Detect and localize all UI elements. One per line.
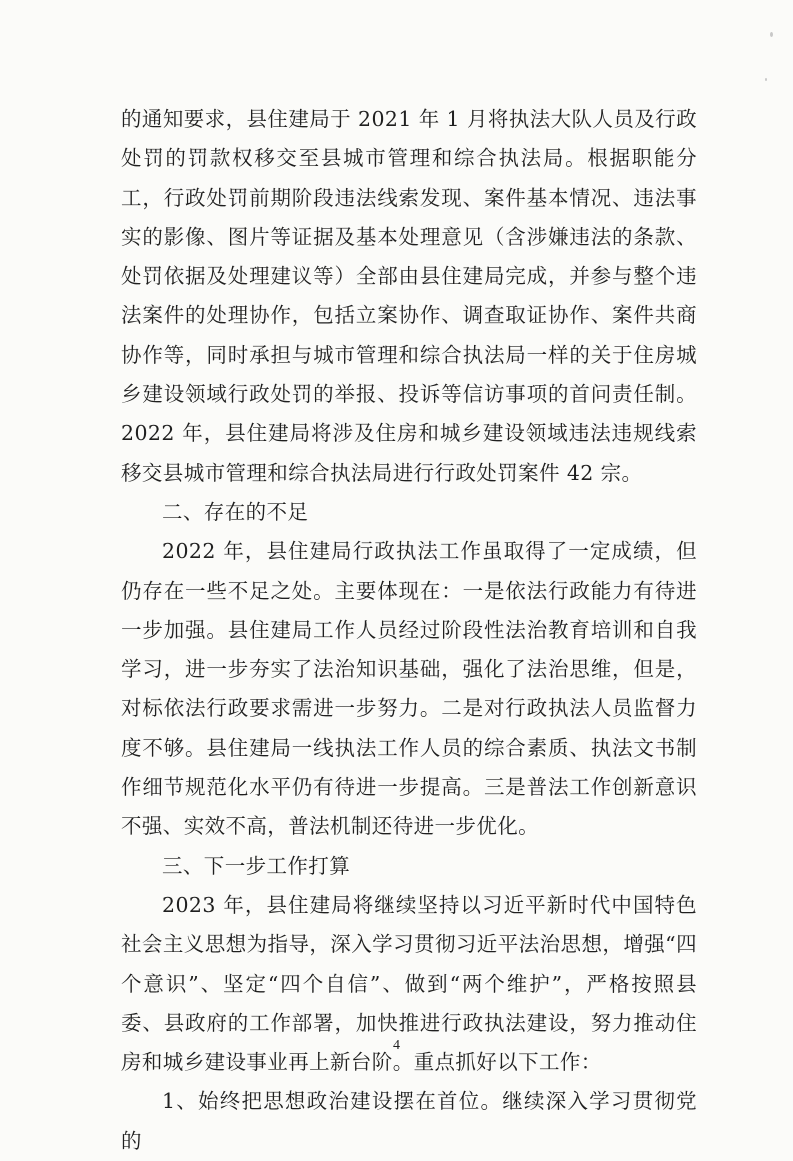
paragraph-3: 2023 年，县住建局将继续坚持以习近平新时代中国特色社会主义思想为指导，深入学习贯彻习近平法治思想，增强“四个意识”、坚定“四个自信”、做到“两个维护”，严格按照县委、县政府的工作部署，加快推进行政执法建设，努力推动住房和城乡建设事业再上新台阶。重点抓好以下工作： bbox=[121, 892, 697, 1075]
scan-speck bbox=[765, 78, 767, 81]
paragraph-1: 的通知要求，县住建局于 2021 年 1 月将执法大队人员及行政处罚的罚款权移交至县城市管理和综合执法局。根据职能分工，行政处罚前期阶段违法线索发现、案件基本情况、违法事实的影像、图片等证据及基本处理意见（含涉嫌违法的条款、处罚依据及处理建议等）全部由县住建局完成，并参与整个违法案件的处理协作，包括立案协作、调查取证协作、案件共商协作等，同时承担与城市管理和综合执法局一样的关于住房城乡建设领域行政处罚的举报、投诉等信访事项的首问责任制。2022 年，县住建局将涉及住房和城乡建设领域违法违规线索移交县城市管理和综合执法局进行行政处罚案件 42 宗。 bbox=[121, 107, 697, 485]
document-body bbox=[121, 100, 697, 1161]
paragraph-4: 1、始终把思想政治建设摆在首位。继续深入学习贯彻党的 bbox=[121, 1089, 697, 1153]
scan-speck bbox=[770, 32, 773, 37]
section-heading-3: 三、下一步工作打算 bbox=[162, 853, 351, 878]
paragraph-2: 2022 年，县住建局行政执法工作虽取得了一定成绩，但仍存在一些不足之处。主要体现在：一是依法行政能力有待进一步加强。县住建局工作人员经过阶段性法治教育培训和自我学习，进一步夯实了法治知识基础，强化了法治思维，但是，对标依法行政要求需进一步努力。二是对行政执法人员监督力度不够。县住建局一线执法工作人员的综合素质、执法文书制作细节规范化水平仍有待进一步提高。三是普法工作创新意识不强、实效不高，普法机制还待进一步优化。 bbox=[121, 539, 697, 839]
section-heading-2: 二、存在的不足 bbox=[162, 499, 309, 524]
page-number: 4 bbox=[393, 1038, 400, 1053]
